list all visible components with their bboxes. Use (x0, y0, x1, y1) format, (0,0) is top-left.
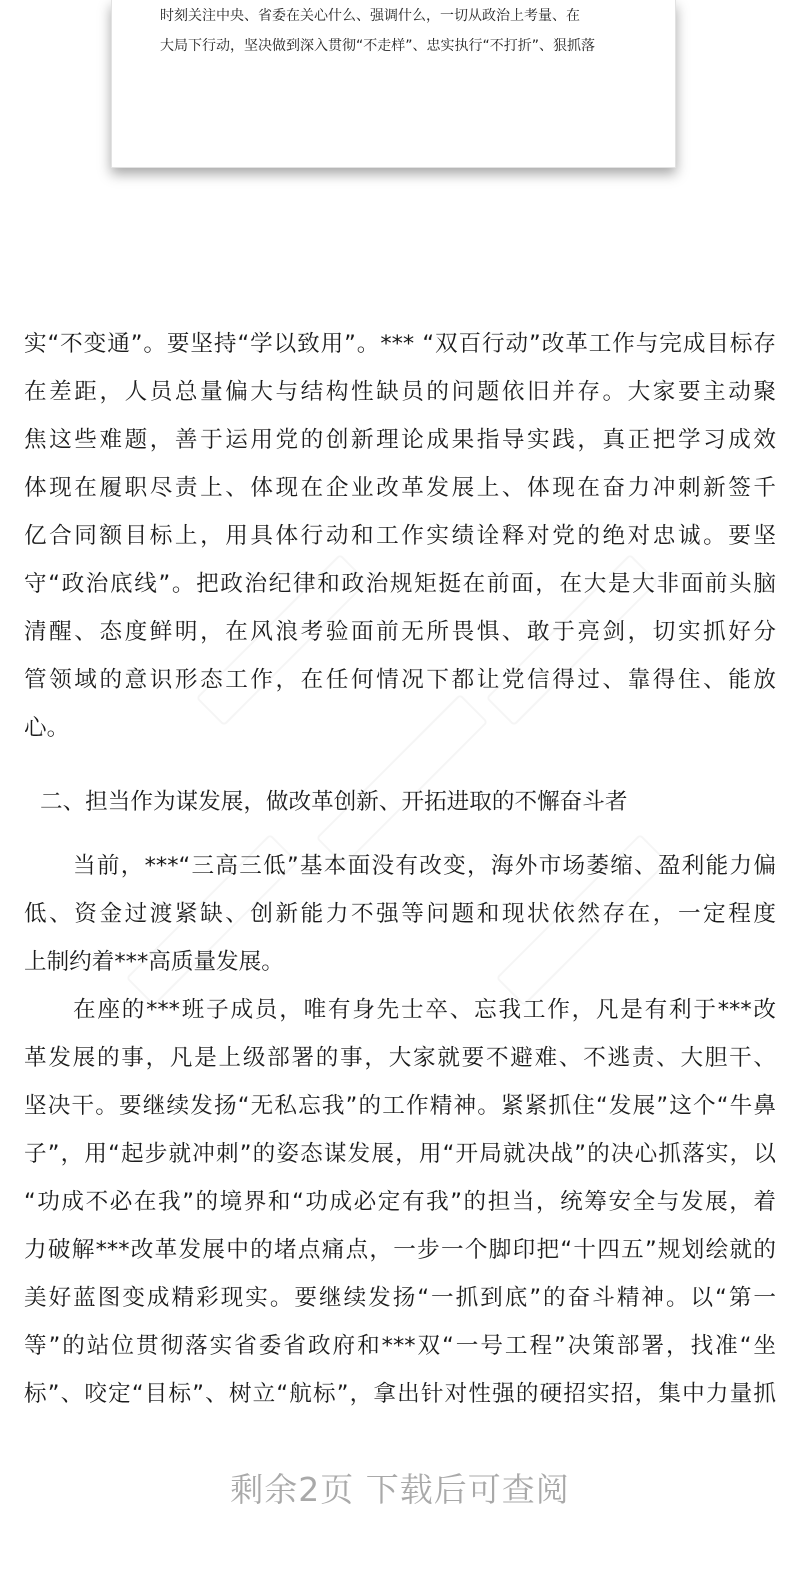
text-line: 力破解***改革发展中的堵点痛点，一步一个脚印把“十四五”规划绘就的 (24, 1237, 776, 1263)
document-body (24, 320, 776, 1418)
text-line: 亿合同额目标上，用具体行动和工作实绩诠释对党的绝对忠诚。要坚 (24, 523, 776, 549)
text-line: 实“不变通”。要坚持“学以致用”。*** “双百行动”改革工作与完成目标存 (24, 331, 776, 357)
text-line: 当前，***“三高三低”基本面没有改变，海外市场萎缩、盈利能力偏 (73, 853, 776, 879)
text-line: 等”的站位贯彻落实省委省政府和***双“一号工程”决策部署，找准“坐 (24, 1333, 776, 1359)
text-line: 体现在履职尽责上、体现在企业改革发展上、体现在奋力冲刺新签千 (24, 475, 776, 501)
text-line: 守“政治底线”。把政治纪律和政治规矩挺在前面，在大是大非面前头脑 (24, 571, 776, 597)
text-line: 革发展的事，凡是上级部署的事，大家就要不避难、不逃责、大胆干、 (24, 1045, 776, 1071)
text-line: 低、资金过渡紧缺、创新能力不强等问题和现状依然存在，一定程度 (24, 901, 776, 927)
text-line: 子”，用“起步就冲刺”的姿态谋发展，用“开局就决战”的决心抓落实，以 (24, 1141, 776, 1167)
previous-page-preview (111, 0, 676, 168)
text-line: 上制约着***高质量发展。 (24, 949, 284, 975)
preview-line: 大局下行动，坚决做到深入贯彻“不走样”、忠实执行“不打折”、狠抓落 (160, 38, 596, 54)
text-line: 在座的***班子成员，唯有身先士卒、忘我工作，凡是有利于***改 (73, 997, 776, 1023)
text-line: “功成不必在我”的境界和“功成必定有我”的担当，统筹安全与发展，着 (24, 1189, 776, 1215)
text-line: 美好蓝图变成精彩现实。要继续发扬“一抓到底”的奋斗精神。以“第一 (24, 1285, 776, 1311)
text-line: 坚决干。要继续发扬“无私忘我”的工作精神。紧紧抓住“发展”这个“牛鼻 (24, 1093, 776, 1119)
text-line: 管领域的意识形态工作，在任何情况下都让党信得过、靠得住、能放 (24, 667, 776, 693)
text-line: 心。 (24, 715, 70, 741)
remaining-pages-notice[interactable]: 剩余2页 下载后可查阅 (230, 1470, 570, 1509)
text-line: 清醒、态度鲜明，在风浪考验面前无所畏惧、敢于亮剑，切实抓好分 (24, 619, 776, 645)
text-line: 焦这些难题，善于运用党的创新理论成果指导实践，真正把学习成效 (24, 427, 776, 453)
text-line: 在差距，人员总量偏大与结构性缺员的问题依旧并存。大家要主动聚 (24, 379, 776, 405)
text-line: 标”、咬定“目标”、树立“航标”，拿出针对性强的硬招实招，集中力量抓 (24, 1381, 776, 1407)
preview-line: 时刻关注中央、省委在关心什么、强调什么，一切从政治上考量、在 (160, 8, 580, 24)
section-heading: 二、担当作为谋发展，做改革创新、开拓进取的不懈奋斗者 (40, 789, 628, 815)
